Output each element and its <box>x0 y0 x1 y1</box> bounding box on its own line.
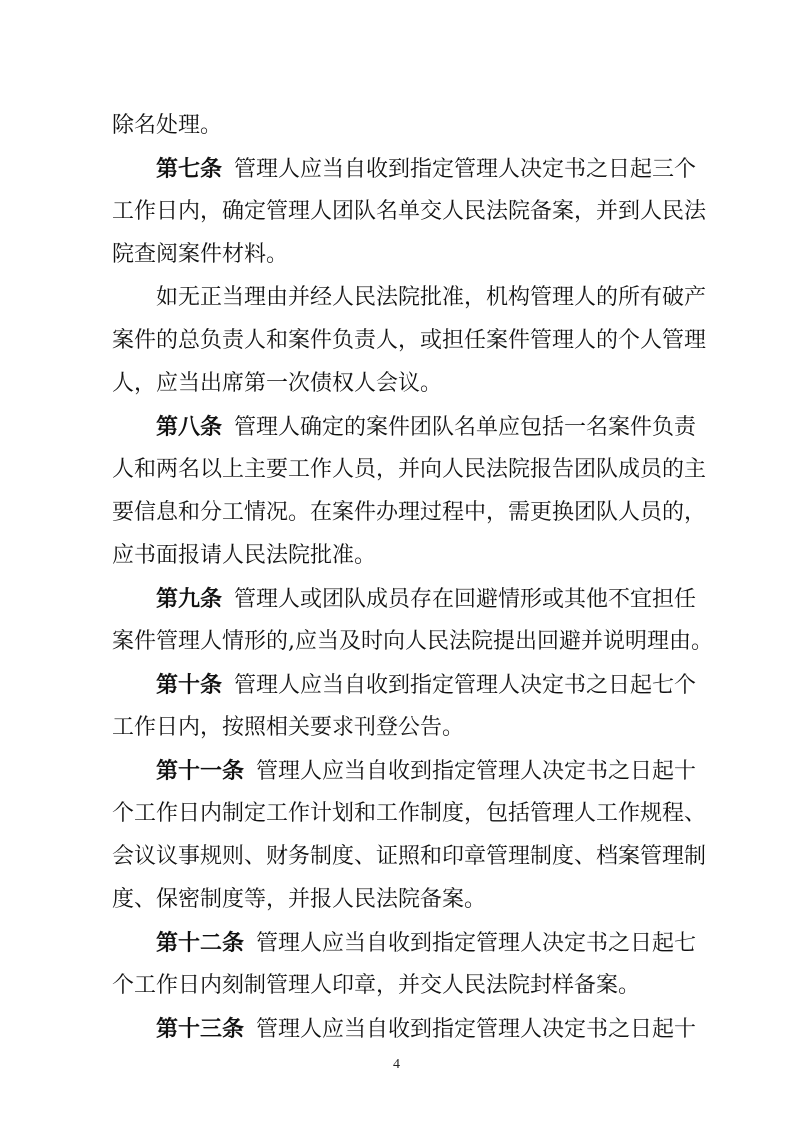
text-line-18 <box>112 842 707 872</box>
article-heading: 第十条 <box>156 672 223 698</box>
page-number: 4 <box>393 1057 400 1072</box>
article-11-line <box>156 756 697 786</box>
article-heading: 第十一条 <box>156 758 245 784</box>
text-line-19 <box>112 885 692 915</box>
line-text: 工作日内，按照相关要求刊登公告。 <box>112 715 465 740</box>
line-text: 案件的总负责人和案件负责人，或担任案件管理人的个人管理 <box>112 328 707 353</box>
text-line-7 <box>112 369 692 399</box>
text-line-1 <box>112 111 692 141</box>
article-13-line <box>156 1014 697 1044</box>
text-line-6 <box>112 326 707 356</box>
text-line-13 <box>112 627 713 657</box>
article-12-line <box>156 928 697 958</box>
article-heading: 第十三条 <box>156 1016 245 1042</box>
line-text: 应书面报请人民法院批准。 <box>112 543 377 568</box>
line-text: 管理人应当自收到指定管理人决定书之日起十 <box>256 759 697 784</box>
line-text: 除名处理。 <box>112 113 223 138</box>
article-heading: 第十二条 <box>156 930 245 956</box>
line-text: 管理人应当自收到指定管理人决定书之日起十 <box>256 1017 697 1042</box>
text-line-4 <box>112 240 692 270</box>
text-line-15 <box>112 713 692 743</box>
text-line-9 <box>112 455 707 485</box>
line-text: 人和两名以上主要工作人员，并向人民法院报告团队成员的主 <box>112 457 707 482</box>
line-text: 如无正当理由并经人民法院批准，机构管理人的所有破产 <box>156 285 707 310</box>
line-text: 个工作日内刻制管理人印章，并交人民法院封样备案。 <box>112 973 641 998</box>
line-text: 度、保密制度等，并报人民法院备案。 <box>112 887 487 912</box>
line-text: 工作日内，确定管理人团队名单交人民法院备案，并到人民法 <box>112 199 707 224</box>
line-text: 个工作日内制定工作计划和工作制度，包括管理人工作规程、 <box>112 801 707 826</box>
article-10-line <box>156 670 697 700</box>
article-9-line <box>156 584 697 614</box>
text-line-17 <box>112 799 707 829</box>
line-text: 人，应当出席第一次债权人会议。 <box>112 371 443 396</box>
line-text: 要信息和分工情况。在案件办理过程中，需更换团队人员的， <box>112 500 707 525</box>
text-line-11 <box>112 541 692 571</box>
article-heading: 第七条 <box>156 156 223 182</box>
line-text: 管理人或团队成员存在回避情形或其他不宜担任 <box>234 587 697 612</box>
line-text: 管理人应当自收到指定管理人决定书之日起三个 <box>234 157 697 182</box>
text-line-21 <box>112 971 692 1001</box>
article-heading: 第八条 <box>156 414 223 440</box>
line-text: 院查阅案件材料。 <box>112 242 289 267</box>
text-line-3 <box>112 197 707 227</box>
article-8-line <box>156 412 697 442</box>
article-heading: 第九条 <box>156 586 223 612</box>
line-text: 案件管理人情形的,应当及时向人民法院提出回避并说明理由。 <box>112 629 713 654</box>
line-text: 管理人应当自收到指定管理人决定书之日起七个 <box>234 673 697 698</box>
article-7-line <box>156 154 697 184</box>
line-text: 管理人应当自收到指定管理人决定书之日起七 <box>256 931 697 956</box>
text-line-5 <box>156 283 707 313</box>
line-text: 管理人确定的案件团队名单应包括一名案件负责 <box>234 415 697 440</box>
line-text: 会议议事规则、财务制度、证照和印章管理制度、档案管理制 <box>112 844 707 869</box>
text-line-10 <box>112 498 707 528</box>
